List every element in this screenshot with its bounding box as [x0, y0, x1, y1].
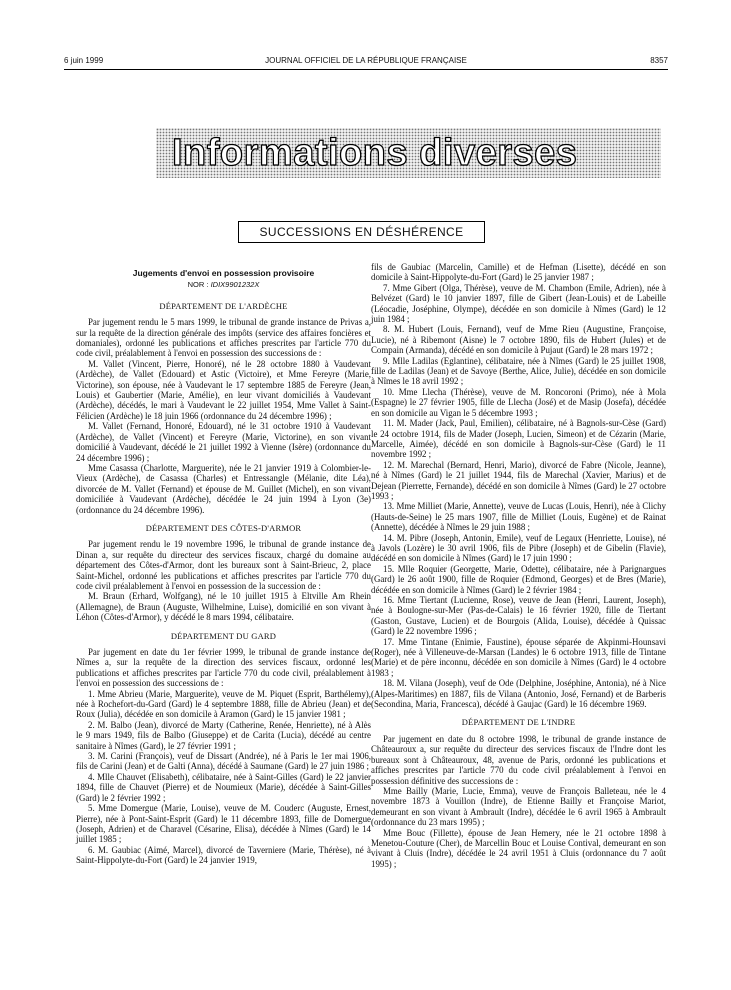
paragraph: 6. M. Gaubiac (Aimé, Marcel), divorcé de Taverniere (Marie, Thérèse), né à Saint-Hippolyte-du-Fort (Gard) le 24 janvier 1919,: [76, 844, 371, 866]
paragraph: Par jugement en date du 1er février 1999, le tribunal de grande instance de Nîmes a, sur la requête de la direction des services fiscaux, ordonné les publications et affiches prescrites par l'article 770 du code civil, préalablement à l'envoi en possession des successions de :: [76, 647, 371, 689]
paragraph: 14. M. Pibre (Joseph, Antonin, Emile), veuf de Legaux (Henriette, Louise), né à Javols (Lozère) le 30 avril 1906, fils de Pibre (Joseph) et de Gibelin (Flavie), décédé en son domicile à Nîmes (Gard) le 17 juin 1990 ;: [371, 532, 666, 564]
paragraph: Mme Casassa (Charlotte, Marguerite), née le 21 janvier 1919 à Colombier-le-Vieux (Ardèche), de Casassa (Charles) et Entressangle (Mélanie, dite Léa), divorcée de M. Vallet (Fernand) et épouse de M. Guillet (Michel), en son vivant domiciliée à Vaudevant (Ardèche), décédée le 24 juin 1994 à Lyon (3e) (ordonnance du 24 décembre 1996).: [76, 462, 371, 515]
department-heading: DÉPARTEMENT DE L'INDRE: [461, 717, 576, 728]
paragraph: 4. Mlle Chauvet (Elisabeth), célibataire, née à Saint-Gilles (Gard) le 22 janvier 1894, fille de Chauvet (Pierre) et de Noumieux (Marie), décédée à Saint-Gilles (Gard) le 2 février 1992 ;: [76, 771, 371, 803]
paragraph: 17. Mme Tintane (Enimie, Faustine), épouse séparée de Akpinmi-Hounsavi (Roger), née à Villeneuve-de-Marsan (Landes) le 6 octobre 1913, fille de Tintane (Marie) et de père inconnu, décédée en son domicile à Nîmes (Gard) le 4 octobre 1983 ;: [371, 636, 666, 678]
left-column: [76, 262, 371, 866]
paragraph: 11. M. Mader (Jack, Paul, Emilien), célibataire, né à Bagnols-sur-Cèse (Gard) le 24 octobre 1914, fils de Mader (Joseph, Lucien, Simeon) et de Cézarin (Marie, Marcelle, Aimée), décédé en son domicile à Bagnols-sur-Cèse (Gard) le 11 novembre 1992 ;: [371, 418, 666, 460]
paragraph: 12. M. Marechal (Bernard, Henri, Mario), divorcé de Fabre (Nicole, Jeanne), né à Nîmes (Gard) le 21 juillet 1944, fils de Marechal (Xavier, Marius) et de Dejean (Pierrette, Fernande), décédé en son domicile à Nîmes (Gard) le 27 octobre 1993 ;: [371, 459, 666, 501]
paragraph: M. Vallet (Vincent, Pierre, Honoré), né le 28 octobre 1880 à Vaudevant (Ardèche), de Vallet (Edouard) et Astic (Victoire), et Mme Fereyre (Marie, Victorine), son épouse, née à Vaudevant le 17 septembre 1885 de Fereyre (Jean, Louis) et Gaubertier (Marie, Amélie), en leur vivant domiciliés à Vaudevant (Ardèche), décédés, le mari à Vaudevant le 22 juillet 1954, Mme Vallet à Saint-Félicien (Ardèche) le 18 juin 1966 (ordonnance du 24 décembre 1996) ;: [76, 358, 371, 421]
paragraph: Par jugement en date du 8 octobre 1998, le tribunal de grande instance de Châteauroux a, sur requête du directeur des services fiscaux de l'Indre dont les bureaux sont à Châteauroux, 48, avenue de Paris, ordonné les publications et affiches prescrites par l'article 770 du code civil préalablement à l'envoi en possession définitive des successions de :: [371, 733, 666, 786]
section-title: SUCCESSIONS EN DÉSHÉRENCE: [238, 221, 485, 243]
paragraph: Par jugement rendu le 5 mars 1999, le tribunal de grande instance de Privas a, sur la requête de la direction générale des impôts (service des affaires foncières et domaniales), ordonné les publications et affiches prescrites par l'article 770 du code civil, préalablement à l'envoi en possession des successions de :: [76, 317, 371, 359]
banner-title: Informations diverses: [172, 132, 578, 174]
paragraph: 18. M. Vilana (Joseph), veuf de Ode (Delphine, Joséphine, Antonia), né à Nice (Alpes-Maritimes) en 1887, fils de Vilana (Antonio, José, Fernand) et de Barberis (Secondina, Maria, Francesca), décédé à Gaujac (Gard) le 16 décembre 1969.: [371, 678, 666, 710]
paragraph: 8. M. Hubert (Louis, Fernand), veuf de Mme Rieu (Augustine, Françoise, Lucie), né à Ribemont (Aisne) le 7 octobre 1890, fils de Hubert (Jules) et de Compain (Armanda), décédé en son domicile à Pujaut (Gard) le 28 mars 1972 ;: [371, 324, 666, 356]
paragraph: Par jugement rendu le 19 novembre 1996, le tribunal de grande instance de Dinan a, sur requête du directeur des services fiscaux, chargé du domaine au département des Côtes-d'Armor, dont les bureaux sont à Saint-Brieuc, 2, place Saint-Michel, ordonné les publications et affiches prescrites par l'article 770 du code civil préalablement à l'envoi en possession de la succession de :: [76, 539, 371, 591]
paragraph: 15. Mlle Roquier (Georgette, Marie, Odette), célibataire, née à Parignargues (Gard) le 26 août 1900, fille de Roquier (Edmond, Georges) et de Bres (Marie), décédée en son domicile à Nîmes (Gard) le 2 février 1984 ;: [371, 563, 666, 595]
department-heading: DÉPARTEMENT DU GARD: [170, 630, 277, 641]
page-number: 8357: [650, 56, 668, 65]
paragraph: 5. Mme Domergue (Marie, Louise), veuve de M. Couderc (Auguste, Ernest, Pierre), née à Pont-Saint-Esprit (Gard) le 11 décembre 1893, fille de Domergue (Joseph, Adrien) et de Charavel (Césarine, Elisa), décédée à Nîmes (Gard) le 14 juillet 1985 ;: [76, 803, 371, 845]
paragraph: 3. M. Carini (François), veuf de Dissart (Andrée), né à Paris le 1er mai 1906, fils de Carini (Jean) et de Galti (Anna), décédé à Saumane (Gard) le 27 juin 1986 ;: [76, 751, 371, 772]
issue-date: 6 juin 1999: [64, 56, 104, 65]
paragraph: M. Braun (Erhard, Wolfgang), né le 10 juillet 1915 à Eltville Am Rhein (Allemagne), de Braun (Auguste, Wilhelmine, Luise), domicilié en son vivant à Léhon (Côtes-d'Armor), y décédé le 8 mars 1994, célibataire.: [76, 591, 371, 623]
paragraph: 2. M. Balbo (Jean), divorcé de Marty (Catherine, Renée, Henriette), né à Alès le 9 mars 1949, fils de Balbo (Giuseppe) et de Carita (Lucia), décédé au centre sanitaire à Nîmes (Gard), le 27 février 1991 ;: [76, 719, 371, 751]
header-divider: [64, 69, 668, 70]
paragraph: fils de Gaubiac (Marcelin, Camille) et de Hefman (Lisette), décédé en son domicile à Saint-Hippolyte-du-Fort (Gard) le 25 janvier 1987 ;: [371, 262, 666, 283]
nor-reference: [76, 280, 371, 290]
paragraph: 1. Mme Abrieu (Marie, Marguerite), veuve de M. Piquet (Esprit, Barthélemy), née à Rochefort-du-Gard (Gard) le 4 septembre 1888, fille de Abrieu (Jean) et de Roux (Julia), décédée en son domicile à Aramon (Gard) le 15 janvier 1981 ;: [76, 688, 371, 720]
department-heading: DÉPARTEMENT DE L'ARDÈCHE: [159, 300, 288, 311]
paragraph: 13. Mme Milliet (Marie, Annette), veuve de Lucas (Louis, Henri), née à Clichy (Hauts-de-Seine) le 25 mars 1907, fille de Milliet (Louis, Eugène) et de Rainat (Annette), décédée à Nîmes le 29 juin 1988 ;: [371, 501, 666, 533]
paragraph: Mme Bouc (Fillette), épouse de Jean Hemery, née le 21 octobre 1898 à Menetou-Couture (Cher), de Marcellin Bouc et Louise Contival, demeurant en son vivant à Cluis (Indre), décédée le 24 avril 1951 à Cluis (ordonnance du 7 août 1995) ;: [371, 827, 666, 869]
page-header: [64, 56, 668, 70]
paragraph: 10. Mme Llecha (Thérèse), veuve de M. Roncoroni (Primo), née à Mola (Espagne) le 27 février 1905, fille de Llecha (José) et de Masip (Josefa), décédée en son domicile au Vigan le 5 décembre 1993 ;: [371, 386, 666, 418]
article-title: Jugements d'envoi en possession provisoire: [132, 268, 315, 278]
paragraph: Mme Bailly (Marie, Lucie, Emma), veuve de François Balleteau, née le 4 novembre 1873 à Vouillon (Indre), de Etienne Bailly et Françoise Mariot, demeurant en son vivant à Ambrault (Indre), décédée le 6 avril 1965 à Ambrault (ordonnance du 23 mars 1995) ;: [371, 785, 666, 828]
paragraph: 16. Mme Tiertant (Lucienne, Rose), veuve de Jean (Henri, Laurent, Joseph), née à Boulogne-sur-Mer (Pas-de-Calais) le 16 février 1920, fille de Tiertant (Gaston, Gustave, Lucien) et de Bourgois (Alida, Louise), décédée à Quissac (Gard) le 22 novembre 1996 ;: [371, 595, 666, 637]
journal-title: JOURNAL OFFICIEL DE LA RÉPUBLIQUE FRANÇAISE: [265, 56, 467, 65]
paragraph: 7. Mme Gibert (Olga, Thérèse), veuve de M. Chambon (Emile, Adrien), née à Belvézet (Gard) le 10 janvier 1897, fille de Gibert (Jean-Louis) et de Labeille (Léocadie, Joséphine, Olympe), décédée en son domicile à Nîmes (Gard) le 12 juin 1984 ;: [371, 282, 666, 325]
nor-code: IDIX9901232X: [210, 280, 260, 290]
nor-label: NOR :: [187, 280, 209, 290]
paragraph: M. Vallet (Fernand, Honoré, Edouard), né le 31 octobre 1910 à Vaudevant (Ardèche), de Vallet (Vincent) et Fereyre (Marie, Victorine), en son vivant domicilié à Vaudevant, décédé le 21 juillet 1992 à Vienne (Isère) (ordonnance du 24 décembre 1996) ;: [76, 421, 371, 463]
department-heading: DÉPARTEMENT DES CÔTES-D'ARMOR: [145, 522, 302, 533]
right-column: [371, 262, 666, 869]
paragraph: 9. Mlle Ladilas (Eglantine), célibataire, née à Nîmes (Gard) le 25 juillet 1908, fille de Ladilas (Jean) et de Savoye (Berthe, Alice, Julie), décédée en son domicile à Nîmes le 18 avril 1992 ;: [371, 355, 666, 387]
